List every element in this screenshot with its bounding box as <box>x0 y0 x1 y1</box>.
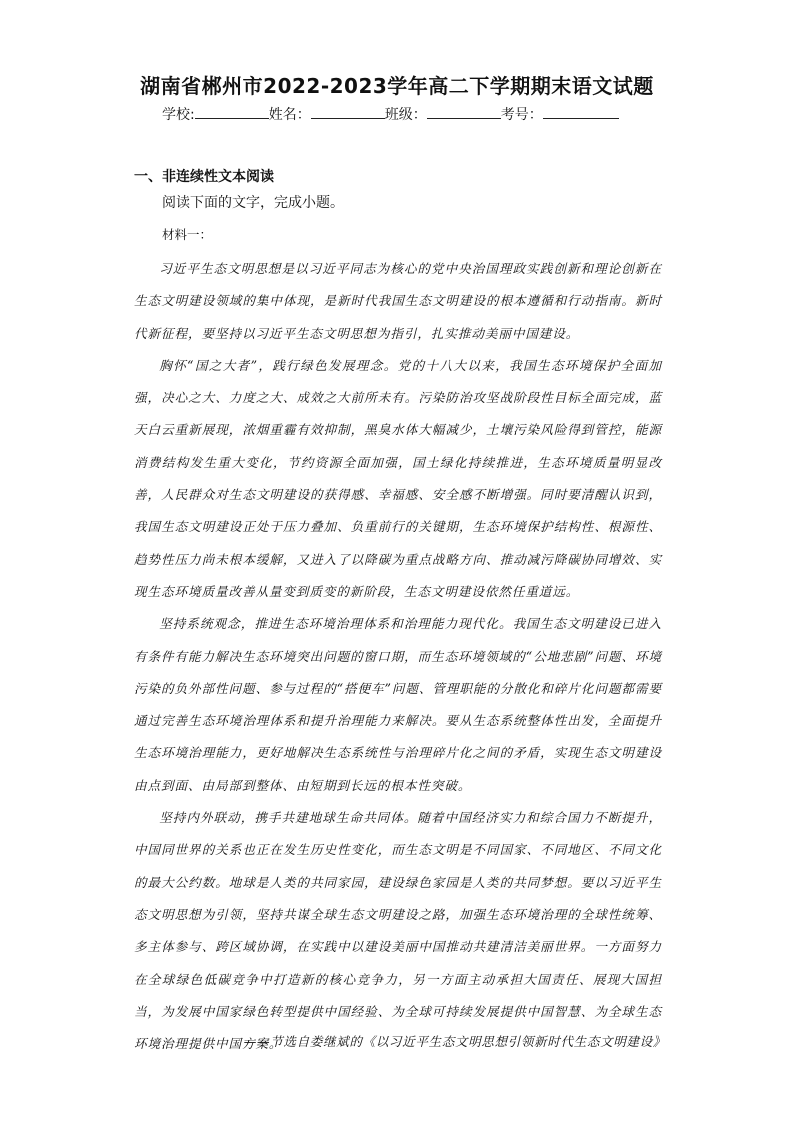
article-paragraph: 坚持系统观念，推进生态环境治理体系和治理能力现代化。我国生态文明建设已进入有条件有能力解决生态环境突出问题的窗口期，而生态环境领域的“公地悲剧”问题、环境污染的负外部性问题、参与过程的“搭便车”问题、管理职能的分散化和碎片化问题都需要通过完善生态环境治理体系和提升治理能力来解决。要从生态系统整体性出发，全面提升生态环境治理能力，更好地解决生态系统性与治理碎片化之间的矛盾，实现生态文明建设由点到面、由局部到整体、由短期到长远的根本性突破。 <box>134 616 662 793</box>
name-label: 姓名： <box>268 107 311 123</box>
article-paragraph: 胸怀“国之大者”，践行绿色发展理念。党的十八大以来，我国生态环境保护全面加强，决心之大、力度之大、成效之大前所未有。污染防治攻坚战阶段性目标全面完成，蓝天白云重新展现，浓烟重霾有效抑制，黑臭水体大幅减少，土壤污染风险得到管控，能源消费结构发生重大变化，节约资源全面加强，国土绿化持续推进，生态环境质量明显改善，人民群众对生态文明建设的获得感、幸福感、安全感不断增强。同时要清醒认识到，我国生态文明建设正处于压力叠加、负重前行的关键期，生态环境保护结构性、根源性、趋势性压力尚未根本缓解，又进入了以降碳为重点战略方向、推动减污降碳协同增效、实现生态环境质量改善从量变到质变的新阶段，生态文明建设依然任重道远。 <box>134 357 662 599</box>
article-body <box>134 253 662 1060</box>
instruction-text: 阅读下面的文字，完成小题。 <box>162 195 344 211</box>
article-source: ——节选自娄继斌的《以习近平生态文明思想引领新时代生态文明建设》 <box>243 1034 666 1049</box>
page-title: 湖南省郴州市2022-2023学年高二下学期期末语文试题 <box>140 74 654 98</box>
exam-no-label: 考号： <box>500 107 543 123</box>
school-label: 学校: <box>162 107 195 123</box>
section-heading: 一、非连续性文本阅读 <box>134 169 274 185</box>
article-paragraph: 习近平生态文明思想是以习近平同志为核心的党中央治国理政实践创新和理论创新在生态文明建设领域的集中体现，是新时代我国生态文明建设的根本遵循和行动指南。新时代新征程，要坚持以习近平生态文明思想为指引，扎实推动美丽中国建设。 <box>134 261 662 341</box>
class-blank <box>427 104 501 119</box>
name-blank <box>311 104 385 119</box>
article-paragraph: 坚持内外联动，携手共建地球生命共同体。随着中国经济实力和综合国力不断提升，中国同世界的关系也正在发生历史性变化，而生态文明是不同国家、不同地区、不同文化的最大公约数。地球是人类的共同家园，建设绿色家园是人类的共同梦想。要以习近平生态文明思想为引领，坚持共谋全球生态文明建设之路，加强生态环境治理的全球性统筹、多主体参与、跨区域协调，在实践中以建设美丽中国推动共建清洁美丽世界。一方面努力在全球绿色低碳竞争中打造新的核心竞争力，另一方面主动承担大国责任、展现大国担当，为发展中国家绿色转型提供中国经验、为全球可持续发展提供中国智慧、为全球生态环境治理提供中国方案。 <box>134 810 662 1052</box>
material-label: 材料一： <box>162 227 213 242</box>
school-blank <box>195 104 269 119</box>
exam-no-blank <box>543 104 619 119</box>
exam-info-fields <box>162 104 619 124</box>
class-label: 班级： <box>384 107 427 123</box>
